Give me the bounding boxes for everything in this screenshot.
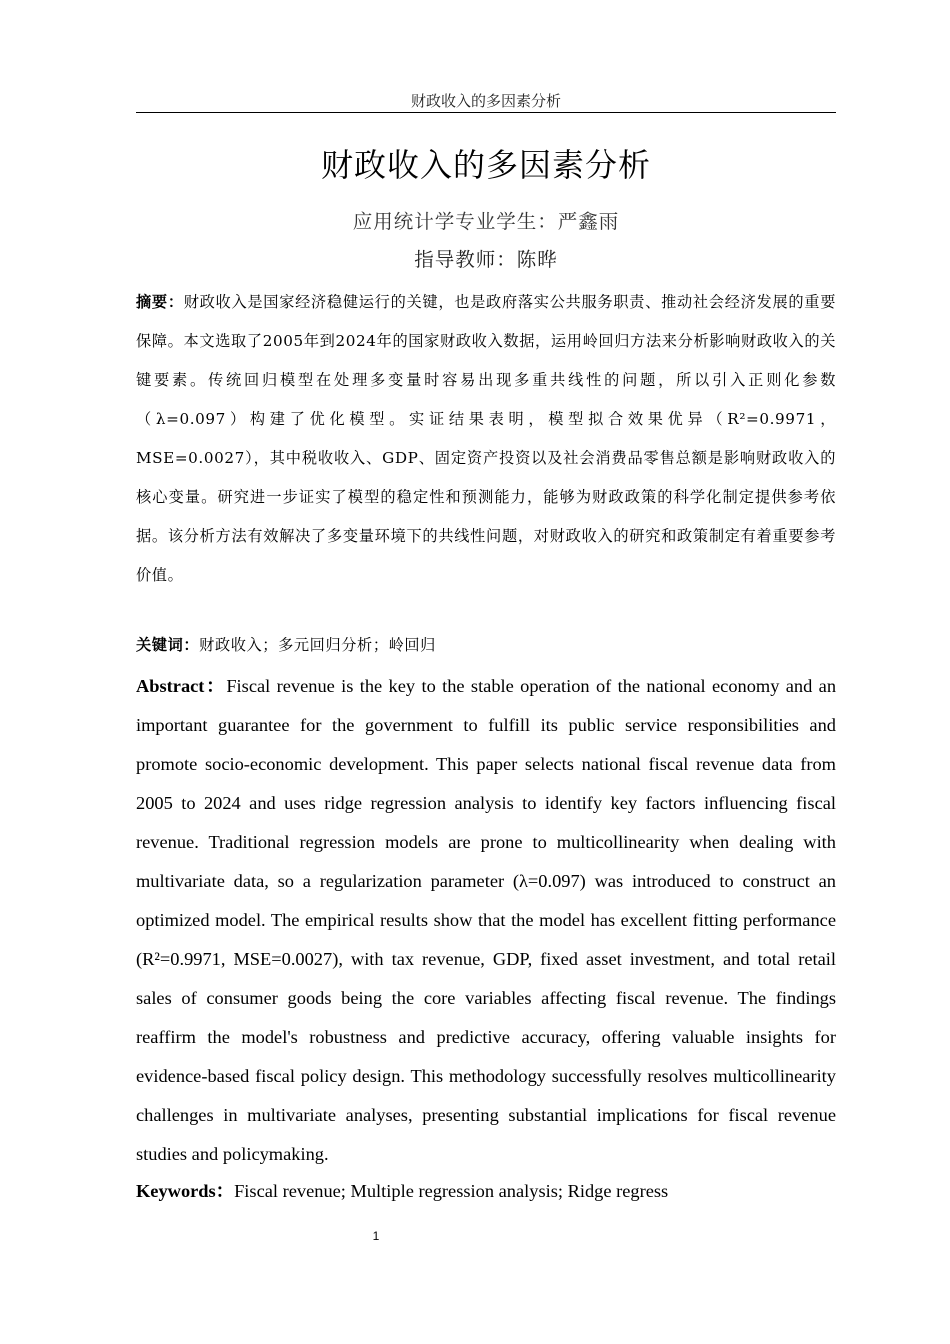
chinese-abstract-label: 摘要： <box>136 293 184 311</box>
author-line: 应用统计学专业学生：严鑫雨 <box>352 210 620 233</box>
document-page <box>136 0 836 1344</box>
chinese-abstract-text: 财政收入是国家经济稳健运行的关键，也是政府落实公共服务职责、推动社会经济发展的重要保障。本文选取了2005年到2024年的国家财政收入数据，运用岭回归方法来分析影响财政收入的关键要素。传统回归模型在处理多变量时容易出现多重共线性的问题，所以引入正则化参数（λ=0.097）构建了优化模型。实证结果表明，模型拟合效果优异（R²=0.9971，MSE=0.0027），其中税收收入、GDP、固定资产投资以及社会消费品零售总额是影响财政收入的核心变量。研究进一步证实了模型的稳定性和预测能力，能够为财政政策的科学化制定提供参考依据。该分析方法有效解决了多变量环境下的共线性问题，对财政收入的研究和政策制定有着重要参考价值。 <box>136 293 836 584</box>
paper-title: 财政收入的多因素分析 <box>320 146 651 184</box>
english-abstract-text: Fiscal revenue is the key to the stable operation of the national economy and an important guarantee for the government to fulfill its public service responsibilities and promote socio-economic development. This paper selects national fiscal revenue data from 2005 to 2024 and uses ridge regression analysis to identify key factors influencing fiscal revenue. Traditional regression models are prone to multicollinearity when dealing with multivariate data, so a regularization parameter (λ=0.097) was introduced to construct an optimized model. The empirical results show that the model has excellent fitting performance (R²=0.9971, MSE=0.0027), with tax revenue, GDP, fixed asset investment, and total retail sales of consumer goods being the core variables affecting fiscal revenue. The findings reaffirm the model's robustness and predictive accuracy, offering valuable insights for evidence-based fiscal policy design. This methodology successfully resolves multicollinearity challenges in multivariate analyses, presenting substantial implications for fiscal revenue studies and policymaking. <box>136 676 837 1164</box>
english-keywords-text: Fiscal revenue; Multiple regression analysis; Ridge regress <box>234 1181 669 1201</box>
english-abstract <box>136 667 836 1174</box>
chinese-keywords <box>136 630 836 660</box>
advisor-line: 指导教师：陈晔 <box>414 248 558 271</box>
chinese-keywords-label: 关键词： <box>136 636 200 654</box>
english-keywords-label: Keywords： <box>136 1181 235 1201</box>
running-header: 财政收入的多因素分析 <box>136 90 836 113</box>
page-number: 1 <box>372 1229 380 1243</box>
english-abstract-label: Abstract： <box>136 676 227 696</box>
english-keywords <box>136 1173 836 1209</box>
chinese-keywords-text: 财政收入；多元回归分析；岭回归 <box>199 636 436 654</box>
chinese-abstract <box>136 283 836 595</box>
